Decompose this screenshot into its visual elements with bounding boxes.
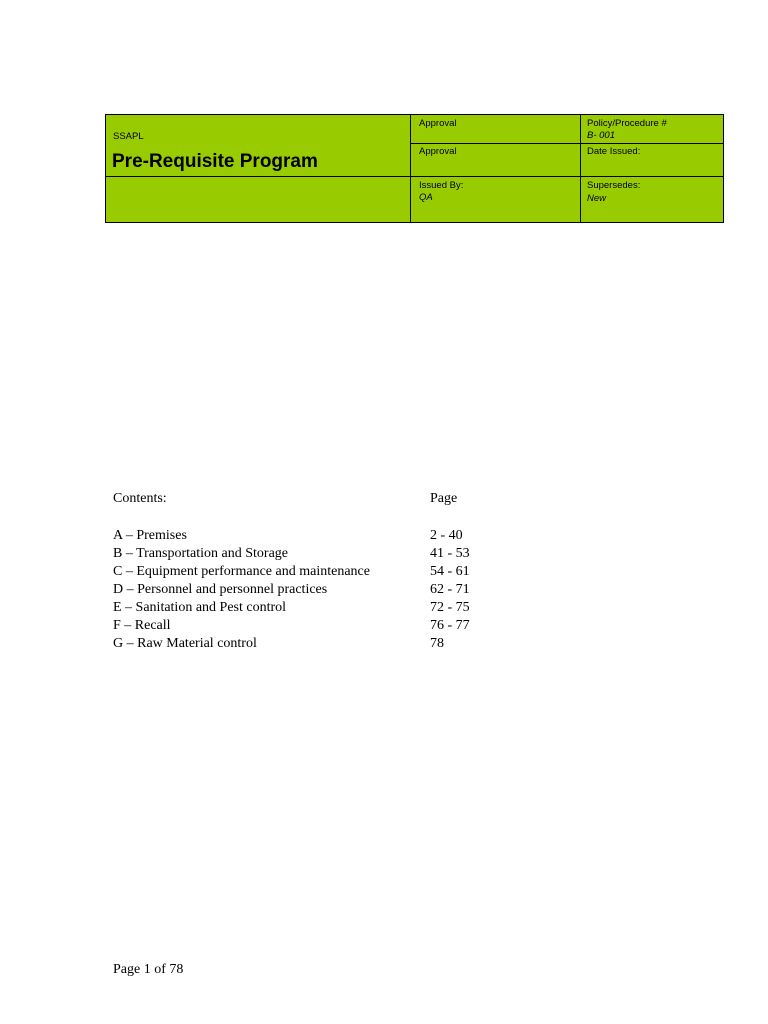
header-left-cell (105, 114, 411, 222)
document-title: Pre-Requisite Program (112, 151, 318, 172)
toc-item-pages: 41 - 53 (430, 546, 470, 561)
toc-item-label: G – Raw Material control (113, 636, 257, 651)
approval-label-2: Approval (419, 146, 457, 157)
header-border-top (105, 114, 724, 115)
policy-label: Policy/Procedure # (587, 118, 667, 129)
header-divider-2 (580, 114, 581, 222)
supersedes-value: New (587, 193, 607, 204)
supersedes-label: Supersedes: (587, 180, 641, 191)
toc-item-label: E – Sanitation and Pest control (113, 600, 287, 615)
toc-item-pages: 2 - 40 (430, 528, 463, 543)
toc-item-pages: 62 - 71 (430, 582, 470, 597)
toc-item-label: C – Equipment performance and maintenance (113, 564, 370, 579)
header-border-left (105, 114, 106, 222)
page-heading: Page (430, 491, 458, 506)
header-border-bottom (105, 222, 724, 223)
toc-item-label: D – Personnel and personnel practices (113, 582, 328, 597)
date-issued-label: Date Issued: (587, 146, 641, 157)
approval-label-1: Approval (419, 118, 457, 129)
toc-item-pages: 76 - 77 (430, 618, 470, 633)
policy-value: B- 001 (587, 130, 615, 141)
issued-by-label: Issued By: (419, 180, 464, 191)
toc-item-label: F – Recall (113, 618, 171, 633)
header-divider-1 (410, 114, 411, 222)
header-row-line-1 (410, 143, 724, 144)
toc-item-pages: 54 - 61 (430, 564, 470, 579)
toc-item-pages: 78 (430, 636, 444, 651)
header-row-line-2 (105, 176, 724, 177)
contents-heading: Contents: (113, 491, 167, 506)
page-number-footer: Page 1 of 78 (113, 962, 184, 977)
company-name: SSAPL (113, 131, 144, 142)
header-border-right (723, 114, 724, 222)
toc-item-label: B – Transportation and Storage (113, 546, 288, 561)
toc-item-label: A – Premises (113, 528, 187, 543)
toc-item-pages: 72 - 75 (430, 600, 470, 615)
issued-by-value: QA (419, 192, 433, 203)
header-middle-cell (411, 114, 580, 222)
header-right-cell (580, 114, 724, 222)
